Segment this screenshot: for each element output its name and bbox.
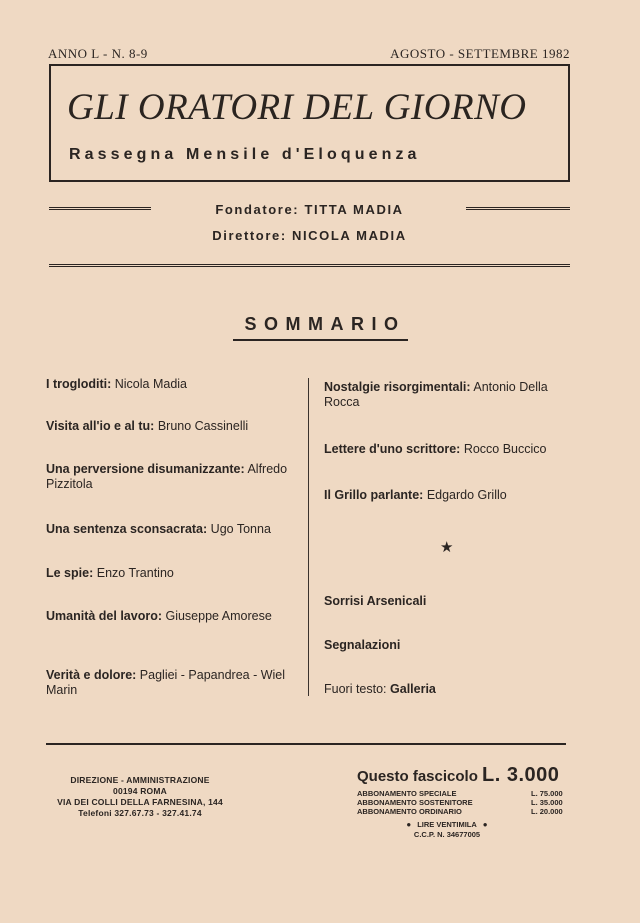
toc-author: Alfredo Pizzitola	[46, 462, 288, 491]
toc-entry	[46, 609, 294, 624]
founder-name: TITTA MADIA	[304, 202, 404, 217]
bullet-icon: ●	[406, 820, 412, 829]
toc-author: Enzo Trantino	[96, 566, 174, 580]
toc-entry	[46, 668, 294, 698]
office-department: DIREZIONE - AMMINISTRAZIONE	[70, 775, 210, 785]
subscription-label: ABBONAMENTO SOSTENITORE	[357, 798, 473, 807]
footer-divider	[46, 743, 566, 745]
issue-number: ANNO L - N. 8-9	[48, 46, 148, 61]
toc-prefix: Fuori testo:	[324, 682, 387, 696]
toc-title: I trogloditi:	[46, 377, 112, 391]
director-line	[49, 228, 570, 243]
contents-heading	[0, 314, 640, 341]
toc-title: Galleria	[390, 682, 436, 696]
toc-entry	[324, 638, 574, 653]
toc-author: Antonio Della Rocca	[324, 380, 548, 409]
postal-account: C.C.P. N. 34677005	[413, 830, 481, 839]
toc-author: Ugo Tonna	[210, 522, 271, 536]
star-icon: ★	[440, 539, 454, 556]
toc-title: Il Grillo parlante:	[324, 488, 424, 502]
toc-entry	[46, 522, 294, 537]
office-address	[40, 775, 240, 819]
founder-label: Fondatore:	[215, 202, 300, 217]
contents-heading-text: SOMMARIO	[233, 314, 408, 341]
toc-author: Edgardo Grillo	[426, 488, 507, 502]
subscription-label: ABBONAMENTO ORDINARIO	[357, 807, 462, 816]
issue-date: AGOSTO - SETTEMBRE 1982	[390, 46, 570, 61]
amount-in-words	[357, 820, 537, 829]
subscription-row	[357, 789, 572, 798]
toc-entry	[324, 380, 574, 410]
magazine-title: GLI ORATORI DEL GIORNO	[67, 87, 527, 128]
toc-title: Lettere d'uno scrittore:	[324, 442, 461, 456]
subscription-price: L. 20.000	[531, 807, 563, 816]
column-divider	[308, 378, 309, 696]
toc-title: Una perversione disumanizzante:	[46, 462, 245, 476]
staff-block	[49, 200, 570, 250]
toc-title: Nostalgie risorgimentali:	[324, 380, 471, 394]
issue-price-amount: L. 3.000	[482, 764, 560, 786]
toc-title: Una sentenza sconsacrata:	[46, 522, 208, 536]
masthead-box	[49, 64, 570, 182]
toc-author: Rocco Buccico	[463, 442, 547, 456]
issue-price-label: Questo fascicolo	[357, 768, 478, 785]
toc-entry	[46, 377, 294, 392]
director-name: NICOLA MADIA	[291, 228, 407, 243]
toc-author: Pagliei - Papandrea - Wiel Marin	[46, 668, 286, 697]
subscription-row	[357, 807, 572, 816]
subscription-price: L. 35.000	[531, 798, 563, 807]
toc-entry	[324, 488, 574, 503]
toc-author: Bruno Cassinelli	[157, 419, 249, 433]
toc-author: Nicola Madia	[114, 377, 188, 391]
toc-title: Verità e dolore:	[46, 668, 137, 682]
subscription-label: ABBONAMENTO SPECIALE	[357, 789, 457, 798]
toc-entry	[324, 442, 574, 457]
founder-line	[49, 202, 570, 217]
bullet-icon: ●	[482, 820, 488, 829]
toc-entry	[324, 594, 574, 609]
pricing-block	[357, 764, 572, 839]
office-city: 00194 ROMA	[113, 786, 167, 796]
toc-title: Visita all'io e al tu:	[46, 419, 155, 433]
issue-price	[357, 764, 572, 787]
office-street: VIA DEI COLLI DELLA FARNESINA, 144	[57, 797, 223, 807]
subscription-list	[357, 789, 572, 816]
toc-title: Umanità del lavoro:	[46, 609, 162, 623]
director-label: Direttore:	[212, 228, 287, 243]
magazine-subtitle: Rassegna Mensile d'Eloquenza	[69, 146, 421, 163]
toc-author: Giuseppe Amorese	[165, 609, 272, 623]
toc-title: Le spie:	[46, 566, 94, 580]
toc-title: Sorrisi Arsenicali	[324, 594, 427, 608]
toc-entry	[46, 566, 294, 581]
office-phones: Telefoni 327.67.73 - 327.41.74	[78, 808, 202, 818]
toc-title: Segnalazioni	[324, 638, 401, 652]
toc-entry	[46, 419, 294, 434]
amount-words-text: LIRE VENTIMILA	[417, 820, 477, 829]
subscription-row	[357, 798, 572, 807]
header-divider	[49, 264, 570, 267]
toc-entry	[46, 462, 294, 492]
subscription-price: L. 75.000	[531, 789, 563, 798]
toc-entry	[324, 682, 574, 697]
